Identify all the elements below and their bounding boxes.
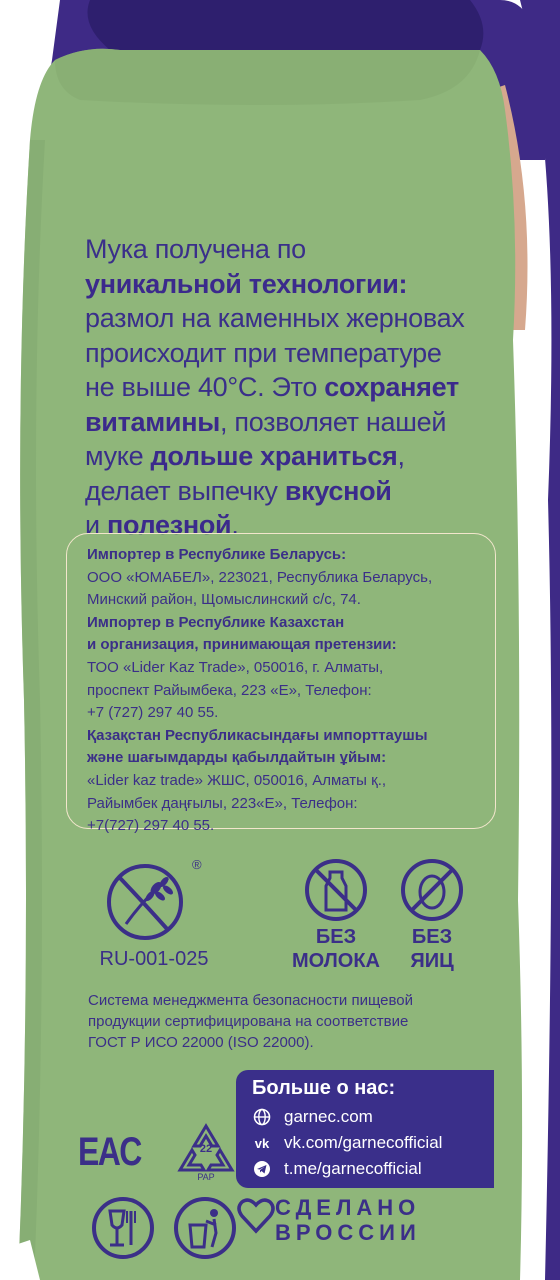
heart-icon [236, 1198, 276, 1234]
product-description [85, 232, 525, 543]
importer-kk-line-3: +7(727) 297 40 55. [87, 817, 215, 835]
desc-bold-longer-storage: дольше храниться [150, 441, 398, 472]
website-link-text: garnec.com [284, 1107, 373, 1126]
food-safe-icon [90, 1195, 156, 1261]
registered-mark: ® [192, 857, 202, 872]
safety-system-line-2: продукции сертифицирована на соответствие [88, 1013, 409, 1030]
desc-bold-vitamins: витамины [85, 406, 220, 437]
globe-icon [252, 1107, 272, 1127]
no-eggs-label [388, 925, 476, 973]
gluten-free-code: RU-001-025 [99, 948, 209, 970]
safety-system-line-1: Система менеджмента безопасности пищевой [88, 992, 413, 1009]
no-eggs-icon [400, 858, 464, 922]
made-in-russia-line-2: ВРОССИИ [275, 1220, 421, 1245]
importer-by-line-1: ООО «ЮМАБЕЛ», 223021, Республика Беларусь, [87, 568, 433, 586]
telegram-icon [252, 1159, 272, 1179]
website-link[interactable] [252, 1105, 373, 1129]
desc-line-7-text: муке [85, 441, 151, 472]
eac-mark: EAC [78, 1130, 141, 1174]
importer-kk-line-1: «Lider kaz trade» ЖШС, 050016, Алматы қ., [87, 771, 387, 789]
no-eggs-label-l1: БЕЗ [411, 926, 453, 948]
no-milk-label-l1: БЕЗ [315, 926, 357, 948]
importer-kz-line-3: +7 (727) 297 40 55. [87, 704, 219, 722]
desc-line-8 [85, 474, 525, 509]
desc-bold-unique-technology: уникальной технологии: [85, 268, 408, 299]
no-eggs-label-l2: ЯИЦ [410, 950, 454, 972]
desc-line-5-text: не выше 40°С. Это [85, 372, 325, 403]
safety-system-line-3: ГОСТ Р ИСО 22000 (ISO 22000). [88, 1034, 314, 1051]
desc-line-9-dot: . [231, 510, 239, 541]
desc-line-7-comma: , [397, 441, 405, 472]
safety-system-text [88, 990, 508, 1053]
importer-kz-title-1: Импортер в Республике Казахстан [87, 613, 345, 631]
no-milk-label-l2: МОЛОКА [292, 950, 380, 972]
desc-line-3: размол на каменных жерновах [85, 303, 465, 334]
desc-line-7 [85, 439, 525, 474]
certification-icons-row [0, 855, 560, 975]
desc-line-4: происходит при температуре [85, 337, 442, 368]
desc-bold-preserves: сохраняет [324, 372, 459, 403]
desc-line-6 [85, 405, 525, 440]
vk-link[interactable] [252, 1131, 442, 1155]
vk-icon: vk [254, 1135, 270, 1151]
importer-kz-line-2: проспект Райымбека, 223 «Е», Телефон: [87, 681, 372, 699]
importer-info-box [66, 533, 496, 835]
desc-line-8-text: делает выпечку [85, 475, 285, 506]
desc-line-1: Мука получена по [85, 234, 306, 264]
importer-kz-line-1: ТОО «Lider Kaz Trade», 050016, г. Алматы, [87, 658, 384, 676]
telegram-link-text: t.me/garnecofficial [284, 1159, 422, 1178]
recycle-code: 22 [199, 1143, 213, 1155]
importer-kk-line-2: Райымбек даңғылы, 223«Е», Телефон: [87, 794, 358, 812]
no-milk-icon [304, 858, 368, 922]
importer-kk-title-1: Қазақстан Республикасындағы импорттаушы [87, 726, 428, 744]
desc-line-6-text: , позволяет нашей [219, 406, 447, 437]
importer-kz-title-2: и организация, принимающая претензии: [87, 636, 397, 654]
gluten-free-icon [98, 860, 198, 940]
desc-line-9-text: и [85, 510, 107, 541]
importer-kk-title-2: және шағымдарды қабылдайтын ұйым: [87, 749, 387, 767]
vk-link-text: vk.com/garnecofficial [284, 1133, 443, 1152]
made-in-russia-line-1: СДЕЛАНО [275, 1195, 421, 1220]
importer-by-title: Импортер в Республике Беларусь: [87, 546, 347, 563]
desc-bold-tasty: вкусной [284, 475, 392, 506]
telegram-link[interactable] [252, 1157, 422, 1181]
more-about-us-box [236, 1070, 494, 1188]
desc-line-5 [85, 370, 525, 405]
desc-line-2 [85, 267, 525, 302]
recycle-sub: PAP [197, 1172, 215, 1182]
importer-by-line-2: Минский район, Щомыслинский с/с, 74. [87, 591, 361, 609]
desc-bold-healthy: полезной [106, 510, 232, 541]
dispose-properly-icon [172, 1195, 238, 1261]
more-about-us-title: Больше о нас: [252, 1077, 396, 1099]
no-milk-label [286, 925, 386, 973]
